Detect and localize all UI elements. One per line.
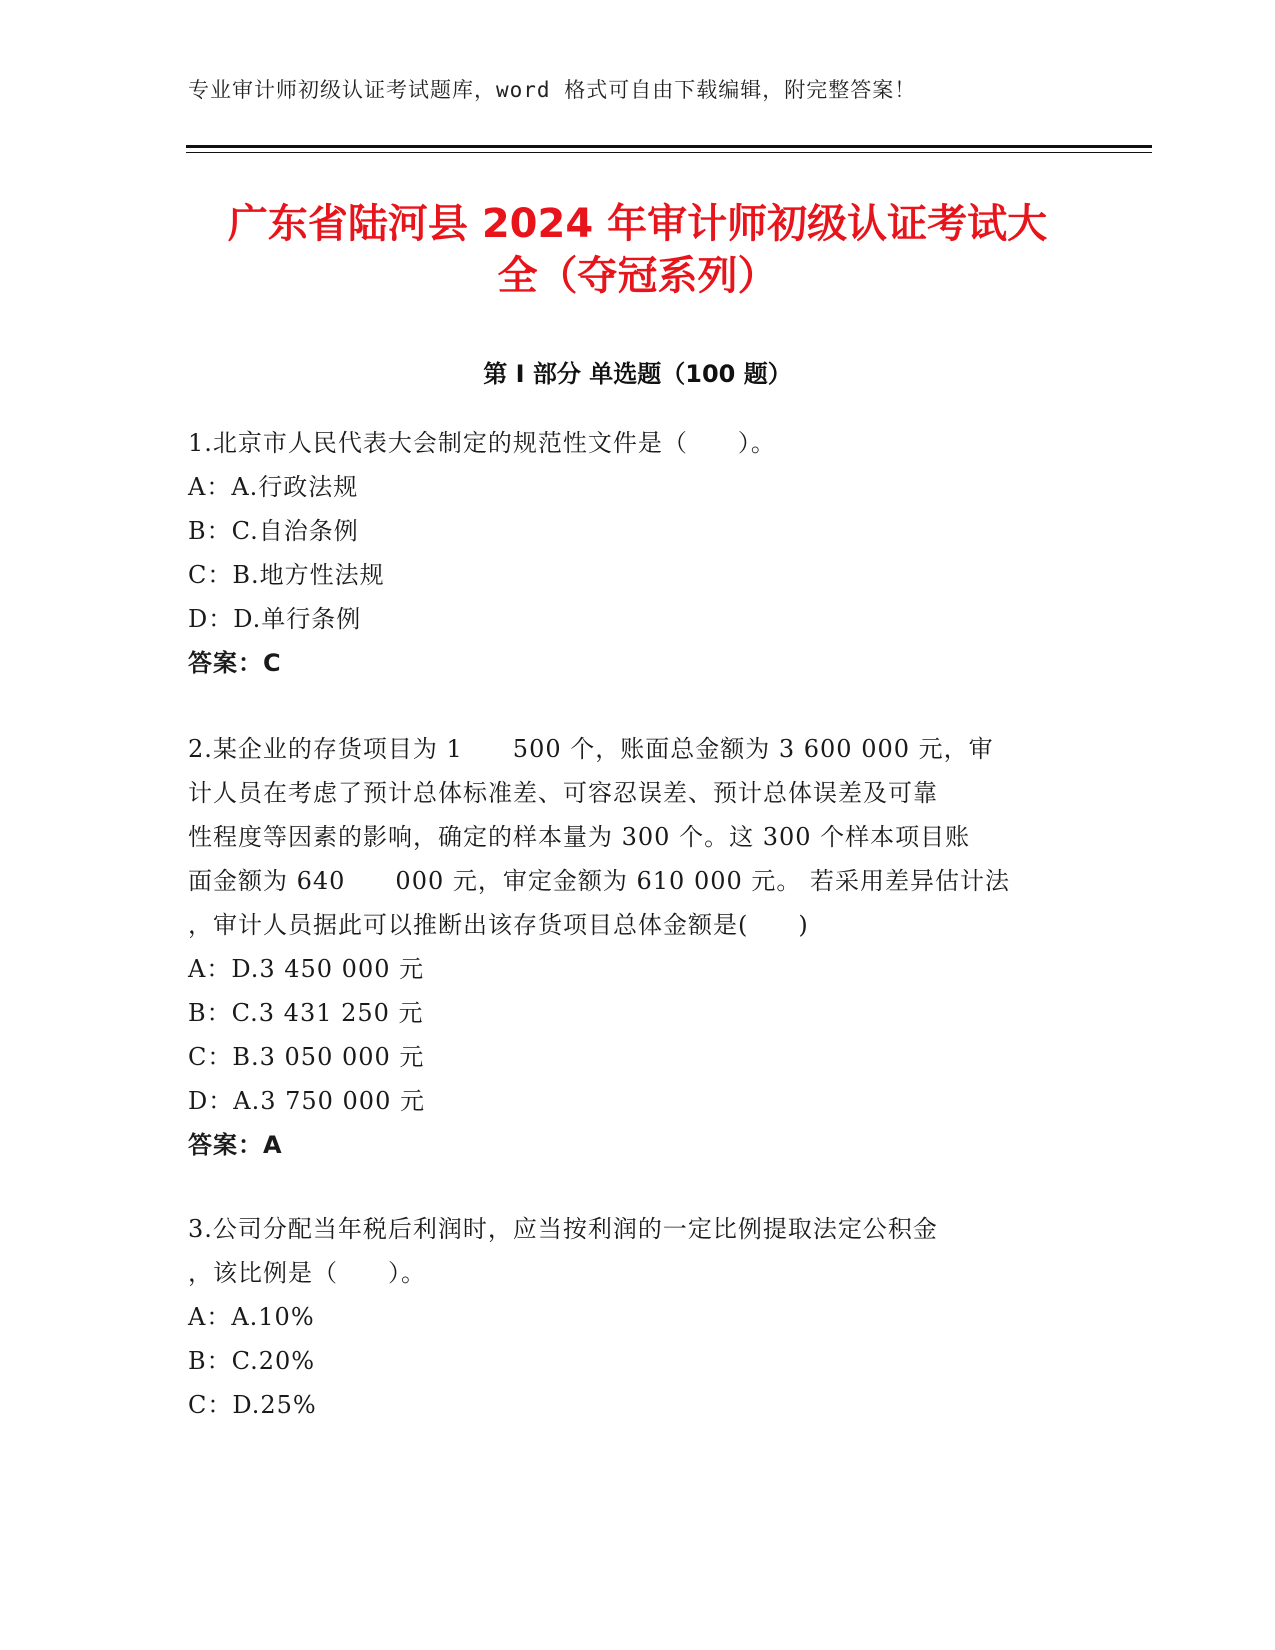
question-2-option-a: A：D.3 450 000 元 [188, 955, 425, 983]
question-1-answer: 答案：C [188, 649, 282, 677]
question-2-stem-line-2: 计人员在考虑了预计总体标准差、可容忍误差、预计总体误差及可靠 [188, 779, 938, 807]
document-title [180, 198, 1095, 302]
question-1-option-b: B：C.自治条例 [188, 517, 359, 545]
question-3-option-a: A：A.10% [188, 1303, 315, 1331]
header-rule-thick [186, 145, 1152, 148]
question-2-stem-line-5: ，审计人员据此可以推断出该存货项目总体金额是( ) [188, 911, 809, 939]
question-3-stem-line-2: ，该比例是（ ）。 [188, 1259, 426, 1287]
section-title: 第 I 部分 单选题（100 题） [483, 360, 792, 388]
question-2-stem-line-4: 面金额为 640 000 元，审定金额为 610 000 元。 若采用差异估计法 [188, 867, 1011, 895]
question-2-stem-line-3: 性程度等因素的影响，确定的样本量为 300 个。这 300 个样本项目账 [188, 823, 971, 851]
question-2-stem-line-1: 2.某企业的存货项目为 1 500 个，账面总金额为 3 600 000 元，审 [188, 735, 994, 763]
question-2-answer: 答案：A [188, 1131, 283, 1159]
question-2-option-b: B：C.3 431 250 元 [188, 999, 424, 1027]
question-2-option-d: D：A.3 750 000 元 [188, 1087, 425, 1115]
question-1-stem-line-1: 1.北京市人民代表大会制定的规范性文件是（ ）。 [188, 429, 776, 457]
question-1-option-d: D：D.单行条例 [188, 605, 362, 633]
header-rule-thin [186, 152, 1152, 153]
question-3-option-b: B：C.20% [188, 1347, 316, 1375]
question-3-option-c: C：D.25% [188, 1391, 317, 1419]
question-3-stem-line-1: 3.公司分配当年税后利润时，应当按利润的一定比例提取法定公积金 [188, 1215, 938, 1243]
title-line-2: 全（夺冠系列） [497, 253, 778, 299]
title-line-1: 广东省陆河县 2024 年审计师初级认证考试大 [227, 201, 1048, 247]
question-1-option-c: C：B.地方性法规 [188, 561, 385, 589]
question-2-option-c: C：B.3 050 000 元 [188, 1043, 425, 1071]
header-note: 专业审计师初级认证考试题库，word 格式可自由下载编辑，附完整答案！ [188, 78, 917, 102]
question-1-option-a: A：A.行政法规 [188, 473, 359, 501]
